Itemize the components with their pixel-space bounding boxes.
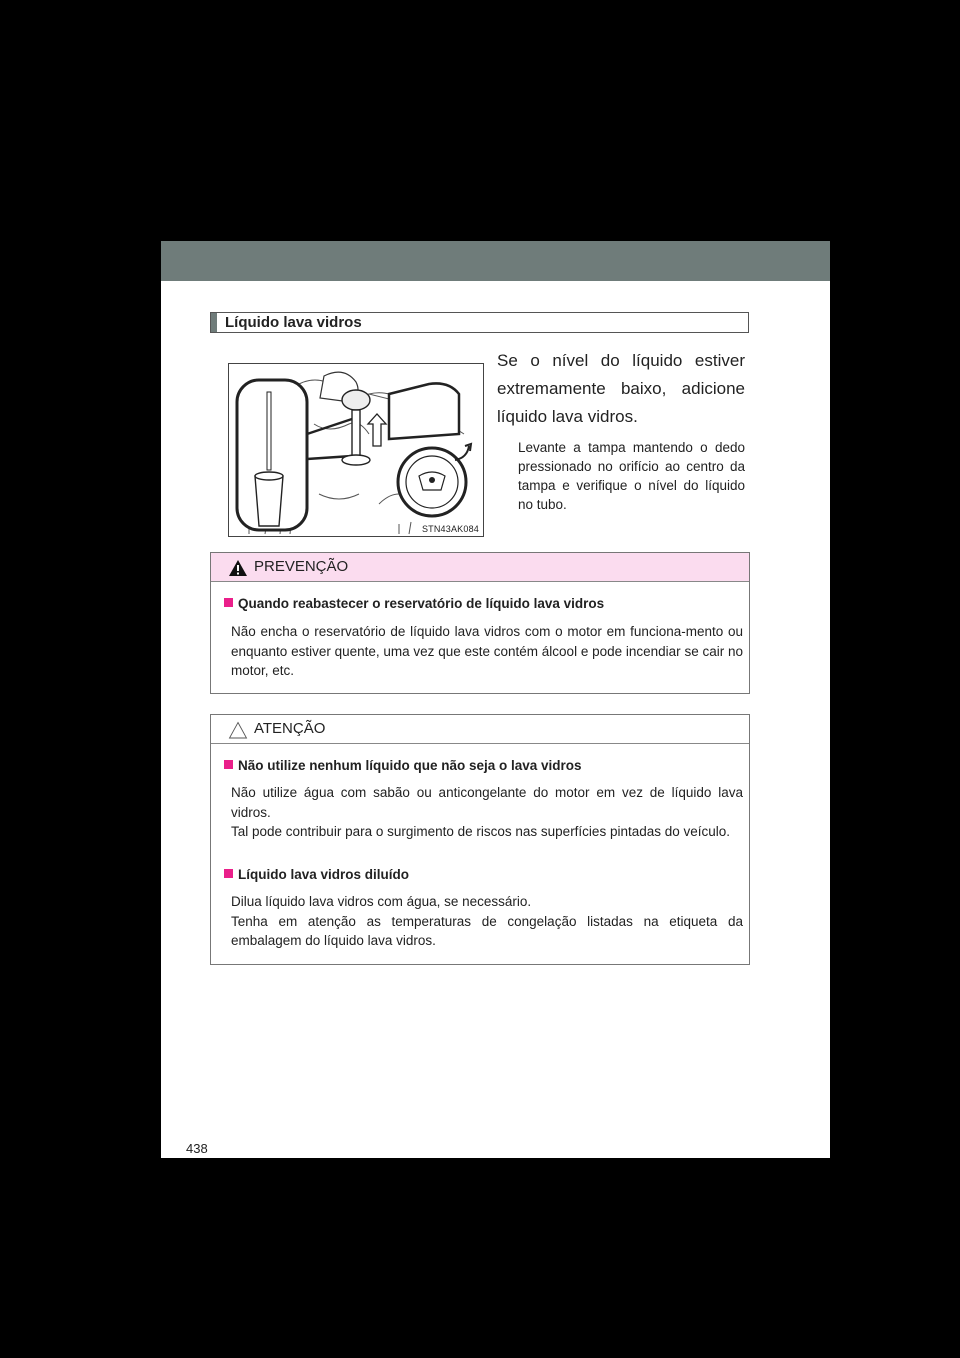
warning-item-body: Não encha o reservatório de líquido lava vidros com o motor em funciona-mento ou enquanto estiver quente, uma vez que este contém álcool e pode incendiar se cair no motor, etc. [231, 624, 743, 678]
page-number: 438 [186, 1141, 208, 1156]
warning-item-title-text: Quando reabastecer o reservatório de líquido lava vidros [238, 596, 605, 611]
intro-text: Se o nível do líquido estiver extremamente baixo, adicione líquido lava vidros. [497, 351, 745, 426]
warning-label: PREVENÇÃO [254, 558, 349, 575]
notice-label: ATENÇÃO [254, 720, 326, 737]
figure-code: STN43AK084 [421, 524, 479, 534]
bullet-square-icon [224, 598, 233, 607]
section-title: Líquido lava vidros [225, 314, 362, 331]
notice-item-2-title-text: Líquido lava vidros diluído [238, 867, 410, 882]
section-title-box [210, 312, 749, 333]
washer-reservoir-illustration [228, 363, 484, 537]
notice-item-1-title-text: Não utilize nenhum líquido que não seja o lava vidros [238, 758, 582, 773]
caution-triangle-icon [228, 721, 248, 739]
notice-box [210, 714, 750, 965]
notice-item-1-title [211, 758, 582, 773]
notice-item-1-body-2: Tal pode contribuir para o surgimento de riscos nas superfícies pintadas do veículo. [231, 824, 731, 839]
notice-item-2-title [211, 867, 409, 882]
notice-header [211, 715, 749, 744]
page-header-bar [161, 241, 830, 281]
intro-note: Levante a tampa mantendo o dedo pressionado no orifício ao centro da tampa e verifique o nível do líquido no tubo. [518, 440, 745, 512]
section-title-accent [211, 313, 217, 332]
notice-item-1-body [231, 783, 743, 842]
bullet-square-icon [224, 760, 233, 769]
washer-reservoir-drawing [229, 364, 483, 536]
warning-header [211, 553, 749, 582]
warning-item-title [211, 596, 604, 611]
bullet-square-icon [224, 869, 233, 878]
notice-item-1-body-1: Não utilize água com sabão ou anticongelante do motor em vez de líquido lava vidros. [231, 785, 743, 820]
notice-item-2-body-2: Tenha em atenção as temperaturas de congelação listadas na etiqueta da embalagem do líquido lava vidros. [231, 913, 743, 948]
warning-triangle-icon [228, 559, 248, 577]
notice-item-2-body-1: Dilua líquido lava vidros com água, se necessário. [231, 894, 532, 909]
notice-item-2-body [231, 892, 743, 951]
manual-page [161, 241, 830, 1158]
warning-box [210, 552, 750, 694]
